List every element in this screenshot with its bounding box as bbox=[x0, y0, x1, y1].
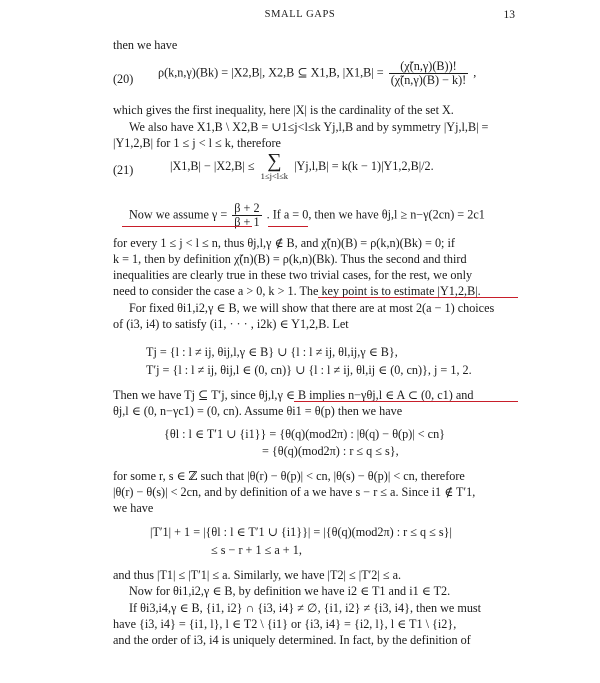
text-line: k = 1, then by definition χ̃(n)(B) = ρ(k,n)(Bk). Thus the second and third bbox=[113, 252, 467, 266]
text-line: for some r, s ∈ ℤ such that |θ(r) − θ(p)| < cn, |θ(s) − θ(p)| < cn, therefore bbox=[113, 469, 465, 483]
equation-fraction bbox=[389, 60, 469, 87]
red-underline bbox=[294, 401, 518, 402]
text-line: of (i3, i4) to satisfy (i1, · · · , i2k) ∈ Y1,2,B. Let bbox=[113, 317, 349, 331]
equation-text: |Yj,l,B| = k(k − 1)|Y1,2,B|/2. bbox=[294, 158, 434, 173]
equation-T: Tj = {l : l ≠ ij, θij,l,γ ∈ B} ∪ {l : l ≠ ij, θl,ij,γ ∈ B}, bbox=[146, 345, 398, 359]
equation-text: |X1,B| − |X2,B| ≤ bbox=[170, 158, 255, 173]
summation bbox=[261, 152, 288, 182]
text-line: For fixed θi1,i2,γ ∈ B, we will show that there are at most 2(a − 1) choices bbox=[129, 301, 495, 315]
text-line: Now for θi1,i2,γ ∈ B, by definition we have i2 ∈ T1 and i1 ∈ T2. bbox=[129, 584, 451, 598]
equation-text: ρ(k,n,γ)(Bk) = |X2,B|, X2,B ⊆ X1,B, |X1,B| = bbox=[158, 65, 384, 80]
equation-21 bbox=[170, 152, 434, 182]
text-line: |Y1,2,B| for 1 ≤ j < l ≤ k, therefore bbox=[113, 136, 281, 150]
sum-sign: ∑ bbox=[267, 150, 282, 172]
equation-T-prime: T′j = {l : l ≠ ij, θij,l ∈ (0, cn)} ∪ {l : l ≠ ij, θl,ij ∈ (0, cn)}, j = 1, 2. bbox=[146, 363, 472, 377]
text-line: If θi3,i4,γ ∈ B, {i1, i2} ∩ {i3, i4} ≠ ∅, {i1, i2} ≠ {i3, i4}, then we must bbox=[129, 601, 482, 615]
text-segment: Now we assume γ = bbox=[129, 207, 228, 222]
text-line: then we have bbox=[113, 38, 178, 52]
running-title: SMALL GAPS bbox=[264, 9, 336, 20]
text-line: need to consider the case a > 0, k > 1. The key point is to estimate |Y1,2,B|. bbox=[113, 284, 481, 298]
red-underline bbox=[318, 297, 518, 298]
fraction-numerator: (χ̃(n,γ)(B))! bbox=[389, 60, 469, 74]
text-line: we have bbox=[113, 501, 154, 515]
equation-20 bbox=[158, 60, 476, 87]
sum-limits: 1≤j<l≤k bbox=[260, 171, 289, 181]
text-segment: . If a = 0, then we have θj,l ≥ n−γ(2cn) = 2c1 bbox=[266, 207, 485, 222]
equation-number: (20) bbox=[113, 72, 134, 86]
running-header bbox=[0, 9, 600, 25]
text-line: θj,l ∈ (0, n−γc1) = (0, cn). Assume θi1 = θ(p) then we have bbox=[113, 404, 403, 418]
fraction-denominator: β + 1 bbox=[234, 215, 260, 229]
fraction-numerator: β + 2 bbox=[234, 201, 260, 215]
red-underline bbox=[268, 226, 308, 227]
text-line: for every 1 ≤ j < l ≤ n, thus θj,l,γ ∉ B, and χ̃(n)(B) = ρ(k,n)(Bk) = 0; if bbox=[113, 236, 455, 250]
text-line: have {i3, i4} = {i1, l}, l ∈ T2 \ {i1} or {i3, i4} = {i2, l}, l ∈ T1 \ {i2}, bbox=[113, 617, 457, 631]
text-line: |θ(r) − θ(s)| < 2cn, and by definition of a we have s − r ≤ a. Since i1 ∉ T′1, bbox=[113, 485, 476, 499]
red-underline bbox=[122, 226, 252, 227]
gamma-fraction bbox=[232, 202, 261, 229]
equation-card-cont: ≤ s − r + 1 ≤ a + 1, bbox=[211, 543, 302, 557]
equation-set-cont: = {θ(q)(mod2π) : r ≤ q ≤ s}, bbox=[262, 444, 399, 458]
equation-text: , bbox=[473, 65, 477, 80]
text-line: and thus |T1| ≤ |T′1| ≤ a. Similarly, we have |T2| ≤ |T′2| ≤ a. bbox=[113, 568, 402, 582]
text-line bbox=[129, 202, 485, 229]
equation-number: (21) bbox=[113, 163, 134, 177]
fraction-denominator: (χ̃(n,γ)(B) − k)! bbox=[390, 73, 467, 87]
equation-card: |T′1| + 1 = |{θl : l ∈ T′1 ∪ {i1}}| = |{θ(q)(mod2π) : r ≤ q ≤ s}| bbox=[150, 525, 452, 539]
text-line: Then we have Tj ⊆ T′j, since θj,l,γ ∈ B implies n−γθj,l ∈ A ⊂ (0, c1) and bbox=[113, 388, 474, 402]
text-line: and the order of i3, i4 is uniquely determined. In fact, by the definition of bbox=[113, 633, 471, 647]
text-line: inequalities are clearly true in these two trivial cases, for the rest, we only bbox=[113, 268, 473, 282]
page-number: 13 bbox=[503, 9, 515, 21]
text-line: We also have X1,B \ X2,B = ∪1≤j<l≤k Yj,l,B and by symmetry |Yj,l,B| = bbox=[129, 120, 489, 134]
equation-set: {θl : l ∈ T′1 ∪ {i1}} = {θ(q)(mod2π) : |θ(q) − θ(p)| < cn} bbox=[164, 427, 446, 441]
text-line: which gives the first inequality, here |X| is the cardinality of the set X. bbox=[113, 103, 454, 117]
